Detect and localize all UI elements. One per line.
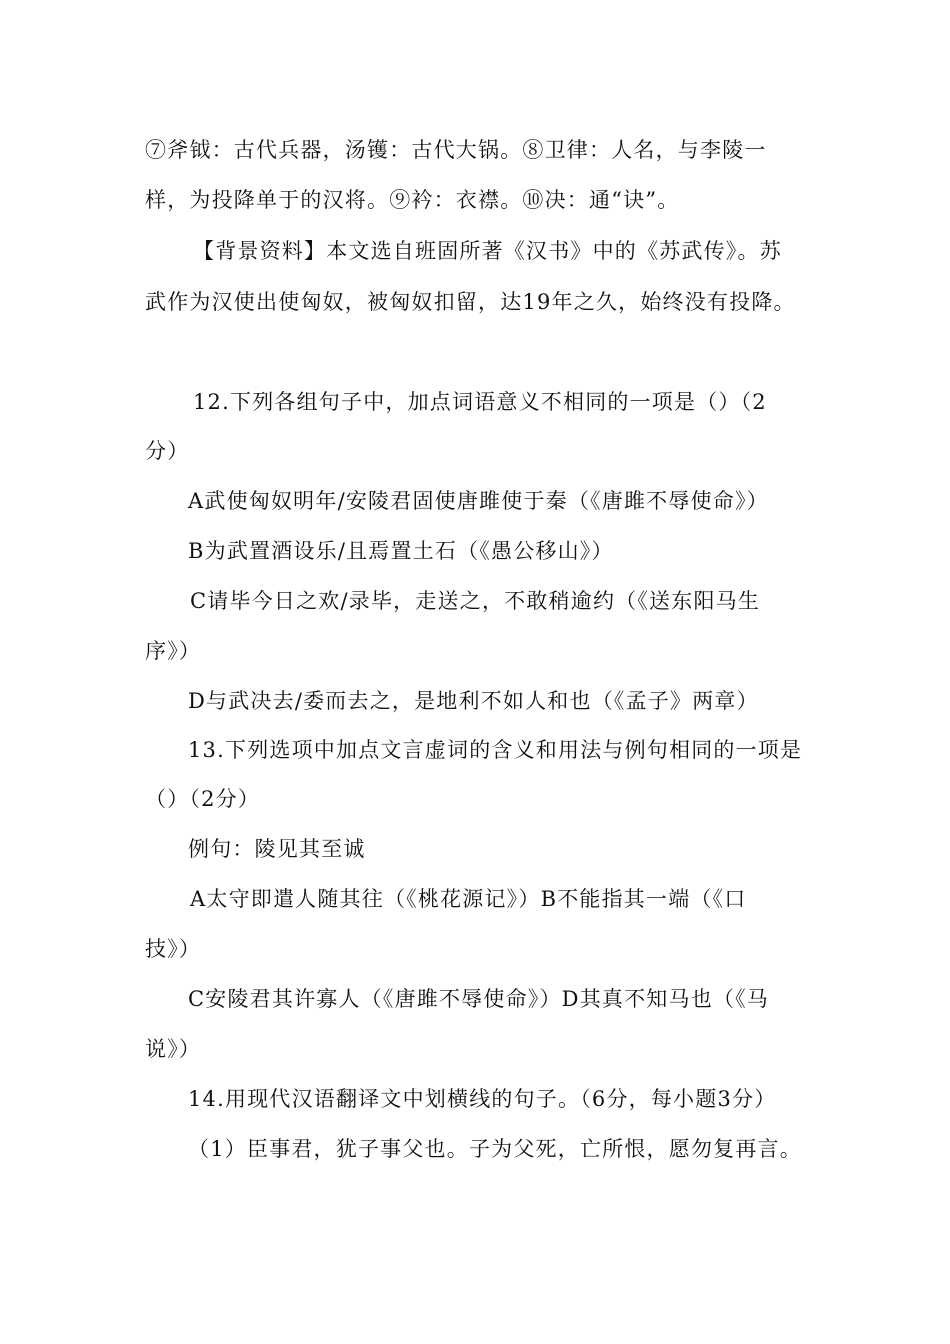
background-info-line-2: 武作为汉使出使匈奴，被匈奴扣留，达19年之久，始终没有投降。 (145, 290, 796, 314)
question-13-options-c-d: C安陵君其许寡人（《唐雎不辱使命》）D其真不知马也（《马 (188, 987, 770, 1011)
question-12-option-c-continued: 序》） (145, 639, 202, 663)
question-12-option-d: D与武决去/委而去之，是地利不如人和也（《孟子》两章） (188, 689, 759, 713)
question-12-option-b: B为武置酒设乐/且焉置土石（《愚公移山》） (188, 539, 614, 563)
question-14-stem: 14.用现代汉语翻译文中划横线的句子。（6分，每小题3分） (188, 1087, 777, 1111)
question-13-stem: 13.下列选项中加点文言虚词的含义和用法与例句相同的一项是 (188, 738, 803, 762)
background-info-line-1: 【背景资料】本文选自班固所著《汉书》中的《苏武传》。苏 (193, 239, 782, 263)
question-13-stem-continued: （）（2分） (145, 787, 261, 811)
question-12-option-a: A武使匈奴明年/安陵君固使唐雎使于秦（《唐雎不辱使命》） (188, 489, 769, 513)
question-12-option-c: C请毕今日之欢/录毕，走送之，不敢稍逾约（《送东阳马生 (190, 589, 761, 613)
question-14-item-1: （1）臣事君，犹子事父也。子为父死，亡所恨，愿勿复再言。 (188, 1137, 802, 1161)
question-13-options-a-b: A太守即遣人随其往（《桃花源记》）B不能指其一端（《口 (190, 887, 747, 911)
annotation-line-7-8: ⑦斧钺：古代兵器，汤镬：古代大锅。⑧卫律：人名，与李陵一 (145, 138, 767, 162)
question-13-options-a-b-continued: 技》） (145, 937, 202, 961)
question-13-options-c-d-continued: 说》） (145, 1037, 202, 1061)
question-13-example: 例句：陵见其至诚 (188, 837, 366, 861)
question-12-stem: 12.下列各组句子中，加点词语意义不相同的一项是（）（2 (193, 390, 767, 414)
question-12-stem-continued: 分） (145, 439, 190, 463)
annotation-line-8-10: 样，为投降单于的汉将。⑨衿：衣襟。⑩决：通“诀”。 (145, 188, 680, 212)
